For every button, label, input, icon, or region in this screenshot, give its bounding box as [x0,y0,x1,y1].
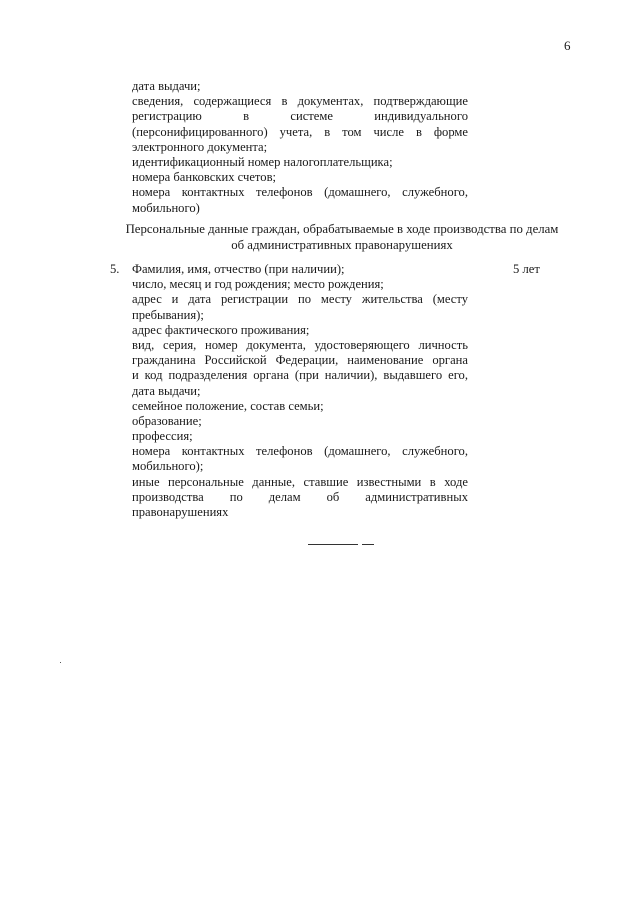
end-divider [308,544,358,545]
retention-period: 5 лет [513,262,540,276]
text-line: Фамилия, имя, отчество (при наличии); [132,262,345,276]
text-line: мобильного); [132,459,204,474]
text-line: пребывания); [132,307,204,322]
text-line: электронного документа; [132,139,268,154]
text-line: идентификационный номер налогоплательщика; [132,154,393,169]
continued-data-list [132,79,468,216]
text-line: дата выдачи; [132,79,201,93]
text-line: номера банковских счетов; [132,170,277,185]
text-line: (персонифицированного) учета, в том числе в форме [132,124,468,139]
item-5-data-list [132,262,468,520]
text-line: правонарушениях [132,505,229,519]
text-line: образование; [132,413,202,428]
text-line: профессия; [132,429,193,444]
text-line: регистрацию в системе индивидуального [132,109,468,124]
text-line: и код подразделения органа (при наличии), выдавшего его, [132,368,468,383]
text-line: число, месяц и год рождения; место рождения; [132,277,384,292]
text-line: номера контактных телефонов (домашнего, служебного, [132,185,468,200]
text-line: семейное положение, состав семьи; [132,398,324,413]
section-heading [112,222,572,253]
text-line: адрес фактического проживания; [132,322,310,337]
text-line: производства по делам об административных [132,489,468,504]
text-line: вид, серия, номер документа, удостоверяющего личность [132,337,468,352]
item-number: 5. [110,262,120,276]
section-heading-line-1: Персональные данные граждан, обрабатываемые в ходе производства по делам [125,222,559,236]
text-line: иные персональные данные, ставшие известными в ходе [132,474,468,489]
text-line: адрес и дата регистрации по месту жительства (месту [132,292,468,307]
page-number: 6 [564,38,571,53]
text-line: дата выдачи; [132,383,201,398]
scan-speck [60,662,61,663]
text-line: номера контактных телефонов (домашнего, служебного, [132,444,468,459]
text-line: гражданина Российской Федерации, наименование органа [132,353,468,368]
section-heading-line-2: об административных правонарушениях [231,237,453,252]
text-line: мобильного) [132,200,200,215]
text-line: сведения, содержащиеся в документах, подтверждающие [132,94,468,109]
end-divider-tail [362,544,374,545]
